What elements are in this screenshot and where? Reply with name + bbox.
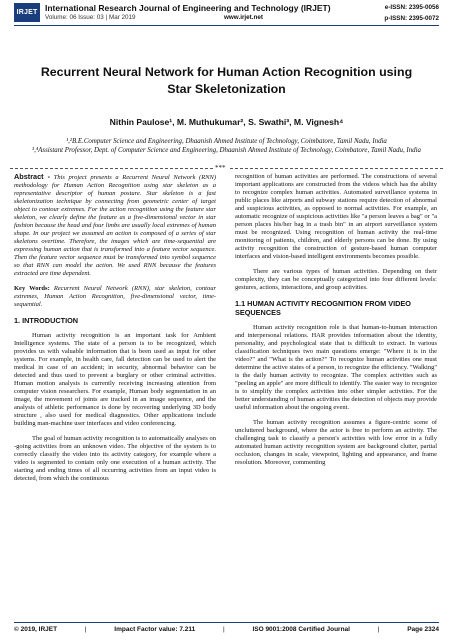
footer-separator: | [84, 626, 87, 633]
intro-paragraph-1: Human activity recognition is an important task for Ambient Intelligence systems. The state of a person is to be recognized, which provides us with valuable information that is been used as input for other systems. For example, in health care, fall detection can be used to alert the medical in case of an accident; in security, abnormal behavior can be detected and thus used to prevent a burglary or other criminal activities. Human motion analysis is currently receiving increasing attention from computer vision researchers. For example, Human body segmentation in an image, the movement of joints are tracked in an image sequence, and the analysis of athletic performance is done by recovering underlying 3D body structure , also used for medical diagnostics. Other applications include building man-machine user interfaces and video conferencing. [14, 332, 216, 427]
divider-stars: *** [215, 164, 226, 172]
journal-header [0, 0, 453, 26]
left-column [14, 173, 216, 490]
keywords [14, 285, 216, 309]
footer-separator: | [377, 626, 380, 633]
affiliations [20, 137, 433, 156]
journal-logo: IRJET [14, 3, 40, 22]
footer-copyright: © 2019, IRJET [14, 626, 58, 633]
page-footer [14, 626, 439, 636]
abstract-heading: Abstract - [14, 172, 51, 181]
section-heading-har: 1.1 HUMAN ACTIVITY RECOGNITION FROM VIDEO SEQUENCES [235, 299, 411, 317]
section-heading-introduction: 1. INTRODUCTION [14, 316, 79, 325]
keywords-text: Recurrent Neural Network (RNN), star skeleton, contour extremes, Human Action Recognition, five-dimensional vector, time-sequential. [14, 285, 216, 308]
paper-authors: Nithin Paulose¹, M. Muthukumar², S. Swathi³, M. Vignesh⁴ [109, 117, 344, 127]
footer-impact-factor: Impact Factor value: 7.211 [114, 626, 196, 633]
footer-rule [14, 622, 439, 623]
journal-name: International Research Journal of Engineering and Technology (IRJET) [45, 3, 331, 13]
abstract [14, 173, 216, 278]
right-paragraph-4: The human activity recognition assumes a figure-centric scene of uncluttered background, where the actor is free to perform an activity. The challenging task to classify a person's activities with low error in a fully automated human activity recognition system are background clutter, partial occlusion, changes in scale, viewpoint, lighting and appearance, and frame resolution. Moreover, commenting [235, 419, 437, 466]
journal-website[interactable]: www.irjet.net [224, 14, 263, 21]
header-rule [14, 25, 439, 26]
journal-volume: Volume: 06 Issue: 03 | Mar 2019 [45, 14, 136, 21]
footer-iso: ISO 9001:2008 Certified Journal [252, 626, 350, 633]
pissn: p-ISSN: 2395-0072 [384, 14, 439, 22]
issn-block [384, 3, 439, 24]
keywords-heading: Key Words: [14, 285, 50, 292]
intro-paragraph-2: The goal of human activity recognition is to automatically analyses on -going activities from an unknown video. The objective of the system is to correctly classify the video into its activity category, for example where a video is segmented to contain only one execution of a human activity. The starting and ending times of all occurring activities from an input video is detected, from which the continuous [14, 435, 216, 482]
affiliation-1: ¹,²B.E.Computer Science and Engineering, Dhaanish Ahmed Institute of Technology, Coimbatore, Tamil Nadu, India [66, 138, 387, 145]
eissn: e-ISSN: 2395-0056 [384, 4, 439, 11]
right-paragraph-3: Human activity recognition role is that human-to-human interaction and interpersonal relations. HAR provides information about the identity, personality, and psychological state that is difficult to extract. In various classification techniques two main questions emerge: "Where it is in the video?" and "What is the action?" To recognize human activities one must determine the active states of a person, to recognize the efficiency. "Walking" is the daily human activity to recognize. The complex activities such as "peeling an apple" are more difficult to identify. The easier way to recognize is to simplify the complex activities into other simpler activities. For the better understanding of human activities the detection of objects may provide useful information about the ongoing event. [235, 324, 437, 411]
abstract-text: This project presents a Recurrent Neural Network (RNN) methodology for Human Action Recognition using star skeleton as a representative descriptor of human posture. Star skeleton is a fast skeletonization technique by connecting from geometric center of target object to contour extremes. For the action recognition using the feature star skeleton, we clearly define the feature as a five-dimensional vector in star fashion because the head and four limbs are usually local extremes of human shape. In our project we assumed an action is composed of a series of star skeletons overtime. Therefore, the images which are time-sequential are expressing human action that is transformed into a feature vector sequence. Then the feature vector sequence must be transformed into symbol sequence so that RNN can model the action. We used RNN because the features extracted are time dependent. [14, 174, 216, 277]
footer-page-number: Page 2324 [407, 626, 439, 633]
right-column [235, 173, 437, 474]
footer-separator: | [222, 626, 225, 633]
affiliation-2: ³,⁴Assistant Professor, Dept. of Computer Science and Engineering, Dhaanish Ahmed Institute of Technology, Coimbatore, Tamil Nadu, India [32, 147, 421, 155]
right-paragraph-2: There are various types of human activities. Depending on their complexity, they can be conceptually categorized into four different levels: gestures, actions, interactions, and group activities. [235, 268, 437, 291]
paper-title: Recurrent Neural Network for Human Action Recognition using Star Skeletonization [40, 65, 413, 96]
right-paragraph-1: recognition of human activities are performed. The constructions of several important applications are constructed from the videos which has the ability to recognize complex human activities. Automated surveillance systems in public places like airports and subway stations require detection of abnormal and suspicious activities, as opposed to normal activities. For example, an automatic recognize of suspicious activities like "a person leaves a bag" or "a person places his/her bag in a trash bin" in an airport surveillance system must be recognized. Using recognition of human activity the real-time monitoring of patients, children, and elderly persons can be done. By using activity recognition the construction of gesture-based human computer interfaces and vision-based intelligent environments becomes possible. [235, 173, 437, 260]
